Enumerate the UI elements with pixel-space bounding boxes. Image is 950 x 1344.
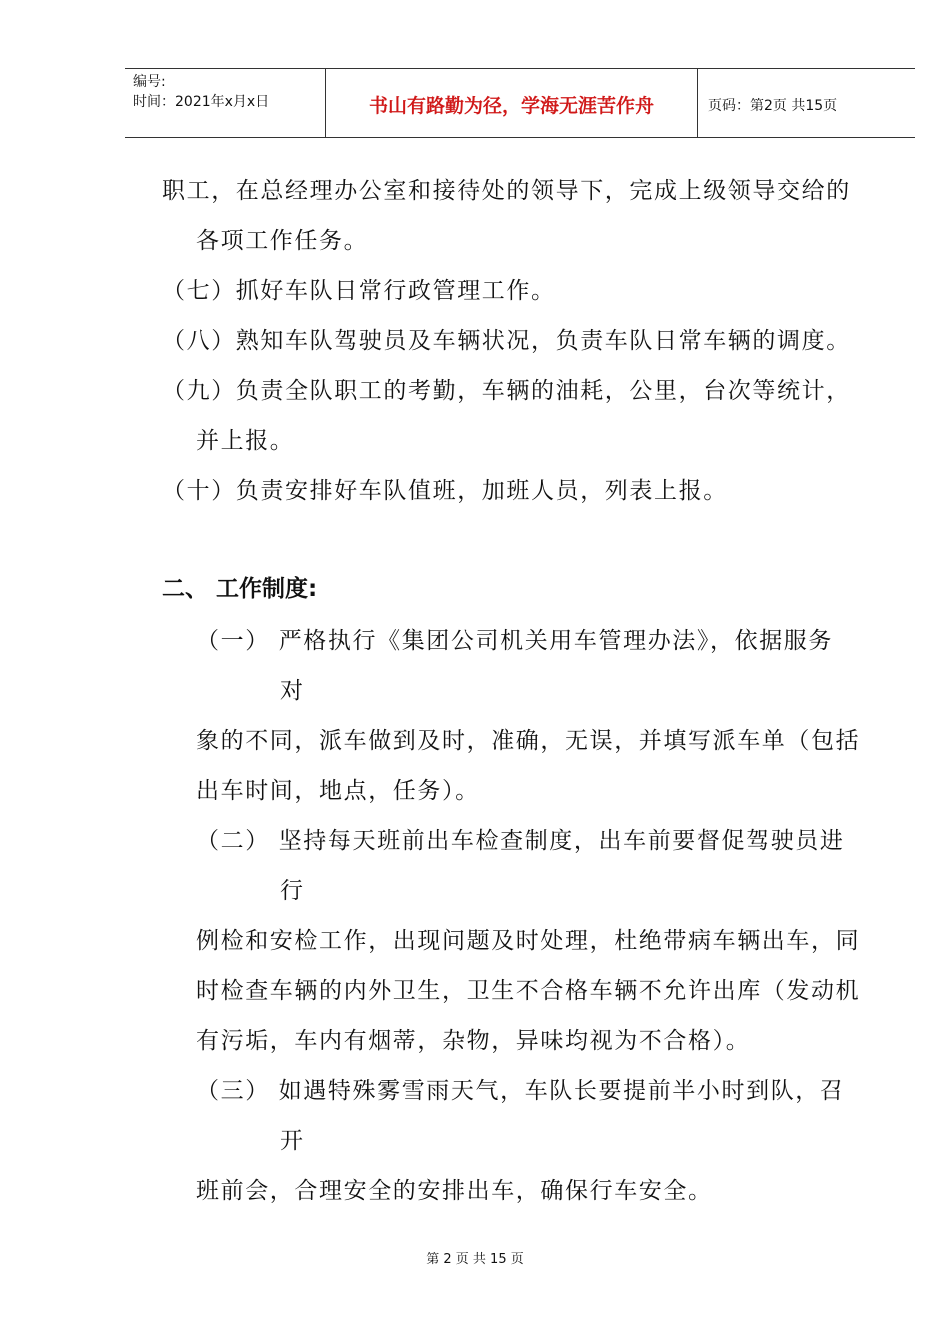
body-line: 各项工作任务。: [196, 228, 369, 254]
section-line: 象的不同，派车做到及时，准确，无误，并填写派车单（包括: [196, 728, 861, 754]
header-meta-cell: [125, 69, 326, 137]
header-motto-cell: [326, 69, 698, 137]
body-line: （七）抓好车队日常行政管理工作。: [162, 278, 556, 304]
header-page-cell: [698, 69, 915, 137]
section-line: 开: [280, 1128, 305, 1154]
body-line: 并上报。: [196, 428, 295, 454]
page-footer: 第 2 页 共 15 页: [426, 1252, 524, 1267]
section-line: 例检和安检工作，出现问题及时处理，杜绝带病车辆出车，同: [196, 928, 861, 954]
section-line: 有污垢，车内有烟蒂，杂物，异味均视为不合格）。: [196, 1028, 751, 1054]
section-line: （一） 严格执行《集团公司机关用车管理办法》，依据服务: [196, 628, 834, 654]
section-line: （二） 坚持每天班前出车检查制度，出车前要督促驾驶员进: [196, 828, 845, 854]
page-header: [125, 68, 915, 138]
section-line: 时检查车辆的内外卫生，卫生不合格车辆不允许出库（发动机: [196, 978, 861, 1004]
section-line: 班前会，合理安全的安排出车，确保行车安全。: [196, 1178, 713, 1204]
header-motto: 书山有路勤为径，学海无涯苦作舟: [368, 95, 654, 117]
section-line: 行: [280, 878, 305, 904]
section-heading: 二、 工作制度:: [162, 576, 318, 602]
document-number-label: 编号:: [133, 74, 166, 90]
section-line: 对: [280, 678, 305, 704]
body-line: （八）熟知车队驾驶员及车辆状况，负责车队日常车辆的调度。: [162, 328, 851, 354]
body-line: 职工，在总经理办公室和接待处的领导下，完成上级领导交给的: [162, 178, 851, 204]
section-line: 出车时间，地点，任务）。: [196, 778, 480, 804]
document-time-label: 时间：2021年x月x日: [133, 94, 270, 110]
section-line: （三） 如遇特殊雾雪雨天气，车队长要提前半小时到队，召: [196, 1078, 845, 1104]
body-line: （九）负责全队职工的考勤，车辆的油耗，公里，台次等统计，: [162, 378, 851, 404]
header-page-number: 页码：第2页 共15页: [708, 98, 838, 114]
body-line: （十）负责安排好车队值班，加班人员，列表上报。: [162, 478, 728, 504]
